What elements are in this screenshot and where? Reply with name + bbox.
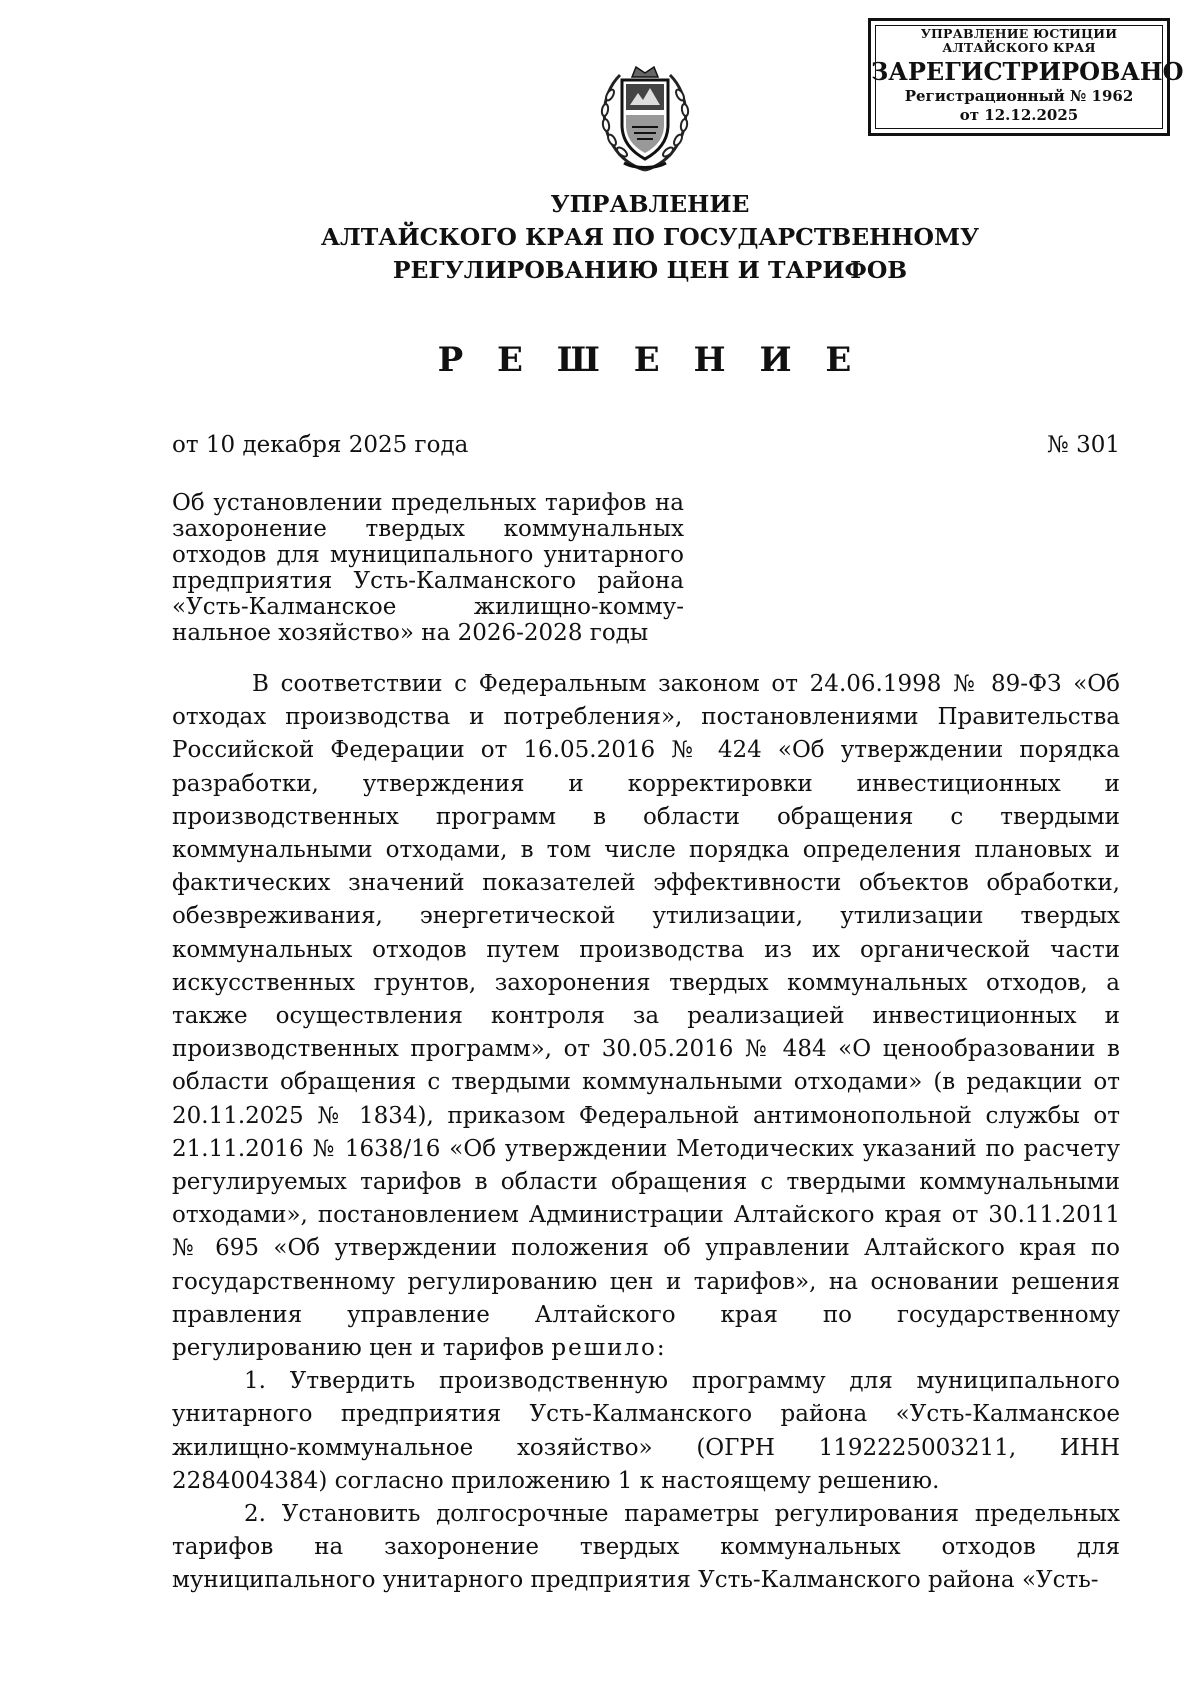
item-1-paragraph: 1. Утвердить производственную программу для муниципального унитарного предприятия Усть-Калманского района «Усть-Калманское жилищно-коммунальное хозяйство» (ОГРН 1192225003211, ИНН 2284004384) согласно приложению 1 к настоящему решению. [172, 1368, 1120, 1494]
preamble-text: В соответствии с Федеральным законом от 24.06.1998 № 89-ФЗ «Об отходах производства и потребления», постановлениями Правительства Российской Федерации от 16.05.2016 № 424 «Об утверждении порядка разработки, утверждения и корректировки инвестиционных и производственных программ в области обращения с твердыми коммунальными отходами, в том числе порядка определения плановых и фактических значений показателей эффективности объектов обработки, обезвреживания, энергетической утилизации, утилизации твердых коммунальных отходов путем производства из их органической части искусственных грунтов, захоронения твердых коммунальных отходов, а также осуществления контроля за реализацией инвестиционных и производственных программ», от 30.05.2016 № 484 «О ценообразовании в области обращения с твердыми коммунальными отходами» (в редакции от 20.11.2025 № 1834), приказом Федеральной антимонопольной службы от 21.11.2016 № 1638/16 «Об утверждении Методических указаний по расчету регулируемых тарифов в области обращения с твердыми коммунальными отходами», постановлением Администрации Алтайского края от 30.11.2011 № 695 «Об утверждении положения об управлении Алтайского края по государственному регулированию цен и тарифов», на основании решения правления управление Алтайского края по государственному регулированию цен и тарифов [172, 671, 1120, 1362]
stamp-inner-frame [875, 25, 1163, 129]
stamp-reg-date: от 12.12.2025 [959, 106, 1079, 124]
agency-header [250, 188, 1050, 287]
agency-header-line3: РЕГУЛИРОВАНИЮ ЦЕН И ТАРИФОВ [392, 256, 908, 284]
agency-header-line2: АЛТАЙСКОГО КРАЯ ПО ГОСУДАРСТВЕННОМУ [320, 223, 980, 251]
resolved-word: решило [551, 1335, 657, 1362]
item-2-paragraph: 2. Установить долгосрочные параметры регулирования предельных тарифов на захоронение твердых коммунальных отходов для муниципального унитарного предприятия Усть-Калманского района «Усть- [172, 1501, 1120, 1594]
stamp-org-line2: АЛТАЙСКОГО КРАЯ [942, 40, 1096, 55]
document-type-title: Р Е Ш Е Н И Е [437, 340, 863, 380]
stamp-status: ЗАРЕГИСТРИРОВАНО [871, 57, 1184, 86]
document-number: № 301 [1047, 432, 1120, 458]
registration-stamp [868, 18, 1184, 136]
document-subject: Об установлении предельных тарифов на захоронение твердых коммунальных отходов для муниципального унитарного предприятия Усть-Калманского района «Усть-Калманское жилищно-комму-нальное хозяйство» на 2026-2028 годы [172, 490, 684, 646]
coat-of-arms-altai-krai-icon [590, 55, 700, 175]
preamble-paragraph: В соответствии с Федеральным законом от 24.06.1998 № 89-ФЗ «Об отходах производства и потребления», постановлениями Правительства Российской Федерации от 16.05.2016 № 424 «Об утверждении порядка разработки, утверждения и корректировки инвестиционных и производственных программ в области обращения с твердыми коммунальными отходами, в том числе порядка определения плановых и фактических значений показателей эффективности объектов обработки, обезвреживания, энергетической утилизации, утилизации твердых коммунальных отходов путем производства из их органической части искусственных грунтов, захоронения твердых коммунальных отходов, а также осуществления контроля за реализацией инвестиционных и производственных программ», от 30.05.2016 № 484 «О ценообразовании в области обращения с твердыми коммунальными отходами» (в редакции от 20.11.2025 № 1834), приказом Федеральной антимонопольной службы от 21.11.2016 № 1638/16 «Об утверждении Методических указаний по расчету регулируемых тарифов в области обращения с твердыми коммунальными отходами», постановлением Администрации Алтайского края от 30.11.2011 № 695 «Об утверждении положения об управлении Алтайского края по государственному регулированию цен и тарифов», на основании решения правления управление Алтайского края по государственному регулированию цен и тарифов решило: [172, 671, 1120, 1362]
stamp-org-line1: УПРАВЛЕНИЕ ЮСТИЦИИ [920, 26, 1118, 41]
document-date: от 10 декабря 2025 года [172, 432, 469, 458]
agency-header-line1: УПРАВЛЕНИЕ [550, 190, 750, 218]
document-body [172, 668, 1120, 1598]
stamp-reg-number: Регистрационный № 1962 [904, 87, 1134, 105]
